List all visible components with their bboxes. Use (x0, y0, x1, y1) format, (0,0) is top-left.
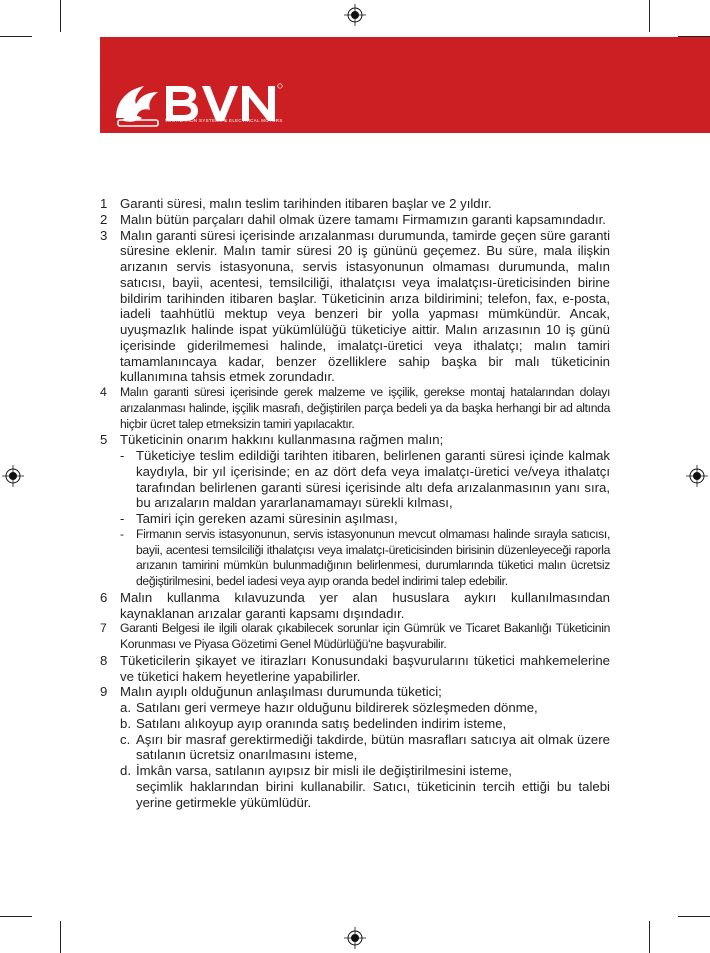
sub-item (120, 700, 610, 716)
item-number: 8 (100, 652, 108, 668)
item-number: 7 (100, 621, 107, 636)
list-item (100, 621, 610, 653)
registration-mark-left (2, 465, 24, 487)
sub-item-letter: a. (120, 700, 131, 715)
list-item (100, 212, 610, 228)
item-text: Tüketicilerin şikayet ve itirazları Konusundaki başvurularını tüketici mahkemelerine ve tüketici hakem heyetlerine yapabilirler. (120, 652, 610, 684)
item-number: 3 (100, 227, 108, 243)
item-number: 6 (100, 589, 108, 605)
warranty-terms (100, 196, 610, 810)
registration-mark-top (344, 4, 366, 26)
registration-mark-right (686, 465, 708, 487)
item-number: 1 (100, 196, 108, 211)
logo-tagline: VENTILATION SYSTEMS & ELECTRICAL MOTORS (165, 118, 283, 123)
sub-item-dash: - (120, 511, 125, 526)
crop-mark-bottom-left (60, 921, 61, 953)
sub-item-text: Satılanı alıkoyup ayıp oranında satış bedelinden indirim isteme, (136, 715, 507, 731)
sub-item-letter: b. (120, 715, 131, 731)
sub-item (120, 527, 610, 590)
item-text: Malın bütün parçaları dahil olmak üzere tamamı Firmamızın garanti kapsamındadır. (120, 211, 606, 227)
crop-mark-top-left-h (0, 36, 32, 37)
item-number: 2 (100, 211, 108, 227)
sub-item-letter: d. (120, 763, 131, 778)
list-item (100, 590, 610, 622)
sub-item (120, 732, 610, 764)
crop-mark-bottom-right-h (678, 916, 710, 917)
sub-item-text: Tamiri için gereken azami süresinin aşılması, (136, 511, 398, 526)
item-number: 4 (100, 385, 107, 399)
sub-item-text: Tüketiciye teslim edildiği tarihten itibaren, belirlenen garanti süresi içinde kalmak kaydıyla, bir yıl içerisinde; en az dört defa veya imalatçı-üretici ve/veya ithalatçı tarafından belirlenen garanti süresi içerisinde altı defa arızalanmasının yanı sıra, bu arızaların maldan yararlanamamayı sürekli kılması, (136, 448, 610, 511)
sub-item (120, 511, 610, 527)
list-item (100, 684, 610, 810)
sub-item-dash: - (120, 448, 125, 463)
sub-item-text: İmkân varsa, satılanın ayıpsız bir misli ile değiştirilmesini isteme, (136, 763, 512, 778)
list-item (100, 385, 610, 432)
list-item (100, 228, 610, 386)
item-text: Malın garanti süresi içerisinde arızalanması durumunda, tamirde geçen süre garanti süresine eklenir. Malın tamir süresi 20 iş gününü geçemez. Bu süre, mala ilişkin arızanın servis istasyonuna, servis istasyonunun olmaması durumunda, malın satıcısı, bayii, acentesi, temsilciliği, ithalatçısı veya imalatçısı-üreticisinden birine bildirim tarihinden itibaren başlar. Tüketicinin arıza bildirimini; telefon, fax, e-posta, iadeli taahhütlü mektup veya benzeri bir yolla yapması mümkündür. Ancak, uyuşmazlık halinde ispat yükümlülüğü tüketiciye aittir. Malın arızasının 10 iş günü içerisinde giderilmemesi halinde, imalatçı-üretici veya ithalatçı; malın tamiri tamamlanıncaya kadar, benzer özelliklere sahip başka bir malı tüketicinin kullanımına tahsis etmek zorundadır. (120, 227, 610, 385)
crop-mark-top-left (60, 0, 61, 32)
item-text: Garanti Belgesi ile ilgili olarak çıkabilecek sorunlar için Gümrük ve Ticaret Bakanlığı Tüketicinin Korunması ve Piyasa Gözetimi Genel Müdürlüğü'ne başvurabilir. (120, 621, 610, 651)
list-item (100, 432, 610, 590)
item-text: Malın garanti süresi içerisinde gerek malzeme ve işçilik, gerekse montaj hatalarından dolayı arızalanması halinde, işçilik masrafı, değiştirilen parça bedeli ya da başka herhangi bir ad altında hiçbir ücret talep etmeksizin tamiri yapılacaktır. (120, 385, 610, 431)
sub-item-letter: c. (120, 731, 131, 747)
item-number: 5 (100, 432, 108, 448)
sub-item (120, 763, 610, 779)
item-text: Garanti süresi, malın teslim tarihinden itibaren başlar ve 2 yıldır. (120, 196, 492, 211)
item-text: Malın kullanma kılavuzunda yer alan hususlara aykırı kullanılmasından kaynaklanan arızalar garanti kapsamı dışındadır. (120, 589, 610, 621)
item-text: Tüketicinin onarım hakkını kullanmasına rağmen malın; (120, 432, 444, 448)
sub-item-text: Aşırı bir masraf gerektirmediği takdirde, bütün masrafları satıcıya ait olmak üzere satılanın ücretsiz onarılmasını isteme, (136, 731, 610, 763)
crop-mark-top-right (649, 0, 650, 32)
sub-item-dash: - (120, 526, 124, 541)
list-item (100, 653, 610, 685)
closing-text: seçimlik haklarından birini kullanabilir. Satıcı, tüketicinin tercih ettiği bu talebi yerine getirmekle yükümlüdür. (136, 778, 610, 810)
registration-mark-bottom (344, 927, 366, 949)
crop-mark-bottom-left-h (0, 916, 32, 917)
crop-mark-bottom-right (649, 921, 650, 953)
sub-item-text: Satılanı geri vermeye hazır olduğunu bildirerek sözleşmeden dönme, (136, 700, 538, 715)
list-item (100, 196, 610, 212)
sub-item (120, 448, 610, 511)
sub-item (120, 716, 610, 732)
item-text: Malın ayıplı olduğunun anlaşılması durumunda tüketici; (120, 684, 442, 700)
item-number: 9 (100, 684, 108, 700)
sub-item-text: Firmanın servis istasyonunun, servis istasyonunun mevcut olmaması halinde sırayla satıcısı, bayii, acentesi temsilciliği ithalatçısı veya imalatçı-üreticisinden birisinin düzenleyeceği raporla arızanın tamirini mümkün bulunmadığının belirlenmesi, durumlarında tüketici malın ücretsiz değiştirilmesini, bedel iadesi veya ayıp oranda bedel indirimi talep edebilir. (136, 526, 610, 588)
